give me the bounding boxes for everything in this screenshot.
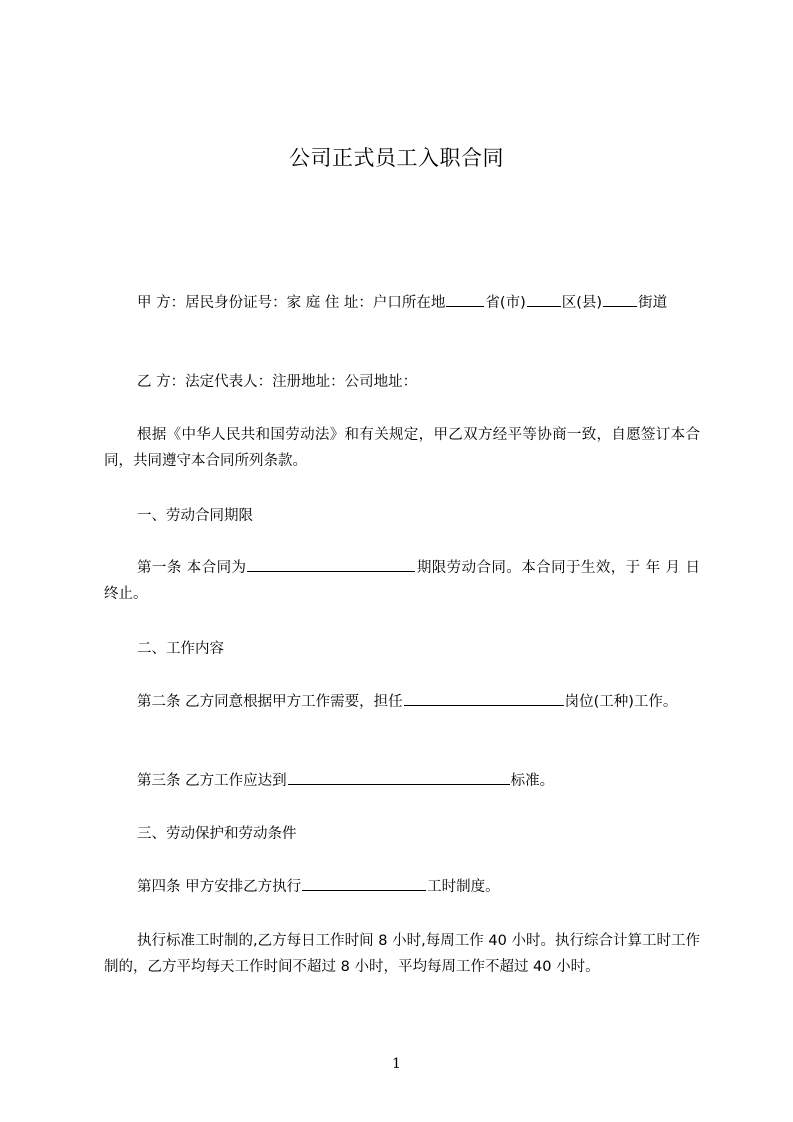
blank-district (527, 291, 561, 307)
blank-contract-term (247, 556, 415, 572)
preamble-paragraph: 根据《中华人民共和国劳动法》和有关规定，甲乙双方经平等协商一致，自愿签订本合同，共同遵守本合同所列条款。 (104, 427, 700, 469)
article-1-after: 期限劳动合同。本合同于生效，于 年 月 日终止。 (104, 560, 700, 602)
article-4-before: 第四条 甲方安排乙方执行 (137, 879, 302, 895)
party-a-text: 甲 方：居民身份证号：家 庭 住 址：户口所在地 (137, 295, 446, 311)
blank-position (404, 690, 564, 706)
article-3-before: 第三条 乙方工作应达到 (137, 773, 287, 789)
document-title: 公司正式员工入职合同 (289, 146, 504, 170)
article-2-after: 岗位(工种)工作。 (564, 694, 678, 710)
working-hours-paragraph: 执行标准工时制的,乙方每日工作时间 8 小时,每周工作 40 小时。执行综合计算工时工作制的，乙方平均每天工作时间不超过 8 小时，平均每周工作不超过 40 小时。 (104, 933, 700, 975)
article-2-before: 第二条 乙方同意根据甲方工作需要，担任 (137, 694, 403, 710)
blank-street (603, 291, 637, 307)
party-a-street-label: 街道 (638, 295, 668, 311)
article-1-before: 第一条 本合同为 (137, 560, 247, 576)
party-a-province-label: 省(市) (485, 295, 526, 311)
article-4-after: 工时制度。 (427, 879, 500, 895)
article-3-after: 标准。 (510, 773, 555, 789)
party-a-paragraph (104, 290, 700, 316)
party-a-district-label: 区(县) (561, 295, 603, 311)
page-number: 1 (392, 1056, 401, 1072)
party-b-paragraph: 乙 方：法定代表人：注册地址：公司地址： (137, 374, 418, 390)
article-4-paragraph (104, 874, 700, 900)
section-2-heading: 二、工作内容 (137, 641, 224, 657)
section-3-heading: 三、劳动保护和劳动条件 (137, 826, 297, 842)
blank-province (446, 291, 484, 307)
article-1-paragraph (104, 555, 700, 607)
article-2-paragraph (104, 689, 700, 715)
blank-working-hours-system (302, 875, 426, 891)
article-3-paragraph (104, 768, 700, 794)
blank-standard (288, 769, 510, 785)
section-1-heading: 一、劳动合同期限 (137, 508, 253, 524)
